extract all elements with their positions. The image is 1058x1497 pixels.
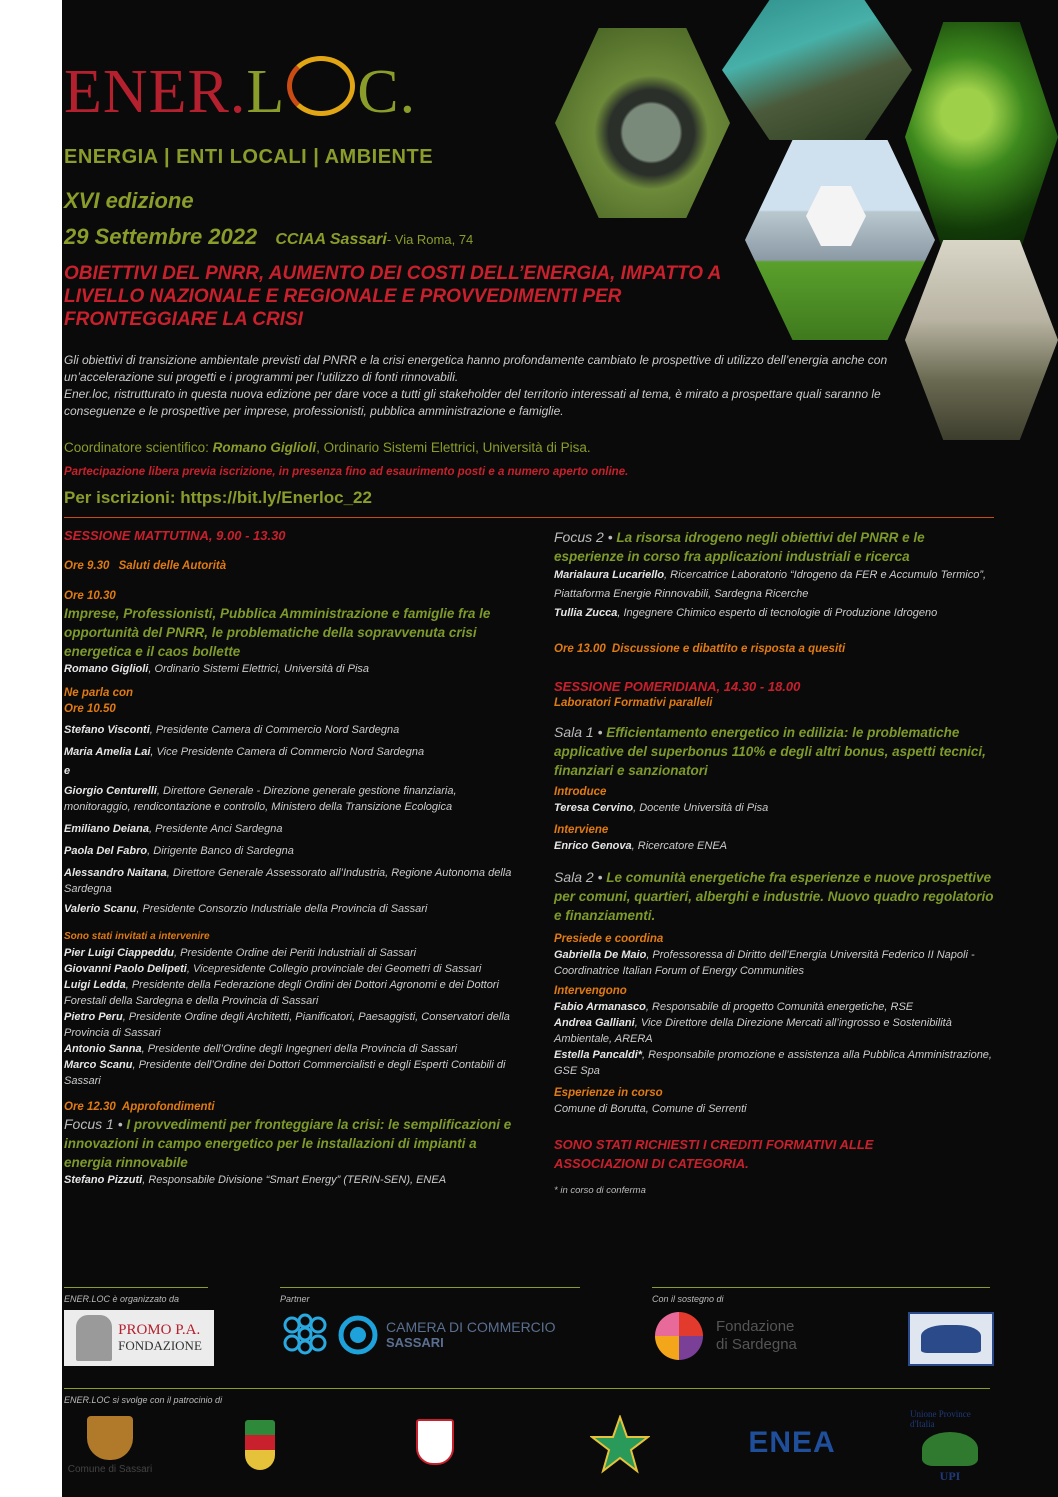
event-date: 29 Settembre 2022 <box>64 224 258 249</box>
provincia-logo <box>230 1412 290 1478</box>
association-seal-logo <box>908 1312 994 1366</box>
speaker: Estella Pancaldi*, Responsabile promozione e assistenza alla Pubblica Amministrazione, GSE Spa <box>554 1049 992 1077</box>
speakers-list-2 <box>64 783 514 917</box>
focus-2: Focus 2 • La risorsa idrogeno negli obiettivi del PNRR e le esperienze in corso fra applicazioni industriali e ricerca <box>554 529 925 564</box>
tree-icon <box>922 1432 978 1466</box>
speaker: Valerio Scanu, Presidente Consorzio Industriale della Provincia di Sassari <box>64 903 428 915</box>
statue-icon <box>76 1315 112 1361</box>
camera-commercio-icon <box>338 1315 378 1355</box>
fondazione-sardegna-logo: Fondazione di Sardegna <box>652 1306 822 1366</box>
speaker: Alessandro Naitana, Direttore Generale Assessorato all’Industria, Regione Autonoma della Sardegna <box>64 867 512 895</box>
speaker: Pier Luigi Ciappeddu, Presidente Ordine dei Periti Industriali di Sassari <box>64 947 417 959</box>
partner-knot-logo <box>275 1312 335 1358</box>
divider <box>64 517 994 518</box>
sala-1: Sala 1 • Efficientamento energetico in edilizia: le problematiche applicative del superbonus 110% e degli altri bonus, aspetti tecnici, finanziari e sanzionatori <box>554 724 986 778</box>
agenda-1300: Ore 13.00 Discussione e dibattito e risposta a quesiti <box>554 643 846 655</box>
speaker: Fabio Armanasco, Responsabile di progetto Comunità energetiche, RSE <box>554 1001 914 1013</box>
tagline: ENERGIA | ENTI LOCALI | AMBIENTE <box>64 146 434 168</box>
coat-of-arms-icon <box>87 1416 133 1460</box>
seal-icon <box>921 1325 981 1353</box>
star-logo <box>580 1410 660 1480</box>
experiences: Comune di Borutta, Comune di Serrenti <box>554 1103 747 1115</box>
speaker: Pietro Peru, Presidente Ordine degli Architetti, Pianificatori, Paesaggisti, Conservatori della Provincia di Sassari <box>64 1011 510 1039</box>
speaker: Marialaura Lucariello, Ricercatrice Laboratorio “Idrogeno da FER e Accumulo Termico”, Piattaforma Energie Rinnovabili, Sardegna Ricerche <box>554 569 987 600</box>
speaker: Enrico Genova, Ricercatore ENEA <box>554 840 728 852</box>
speaker: Giorgio Centurelli, Direttore Generale - Direzione generale gestione finanziaria, monitoraggio, rendicontazione e controllo, Ministero della Transizione Ecologica <box>64 785 457 813</box>
event-date-line <box>64 224 473 250</box>
upi-logo: Unione Province d'Italia UPI <box>910 1408 990 1484</box>
sala-2: Sala 2 • Le comunità energetiche fra esperienze e nuove prospettive per comuni, quartieri, alberghi e industrie. Nuovo quadro regolatorio e finanziamenti. <box>554 869 994 923</box>
patronage-label: ENER.LOC si svolge con il patrocinio di <box>64 1395 223 1405</box>
footer-rule <box>64 1287 208 1288</box>
registration-link[interactable]: Per iscrizioni: https://bit.ly/Enerloc_22 <box>64 488 372 507</box>
coordinator: Coordinatore scientifico: Romano Giglioli, Ordinario Sistemi Elettrici, Università di Pisa. <box>64 440 591 455</box>
crest-icon <box>245 1420 275 1470</box>
agenda-1030-title: Imprese, Professionisti, Pubblica Amministrazione e famiglie fra le opportunità del PNRR, le problematiche della sopravvenuta crisi energetica e il caos bollette <box>64 606 491 659</box>
speaker: Gabriella De Maio, Professoressa di Diritto dell’Energia Università Federico II Napoli - Coordinatrice Italian Forum of Energy Communities <box>554 949 975 977</box>
focus-1: Focus 1 • I provvedimenti per fronteggiare la crisi: le semplificazioni e innovazioni in campo energetico per le installazioni di impianti a energia rinnovabile <box>64 1116 512 1170</box>
enerloc-logo: ENER.L C. <box>64 58 417 126</box>
regione-sardegna-logo <box>400 1410 470 1474</box>
partner-label: Partner <box>280 1294 310 1304</box>
intro-text: Gli obiettivi di transizione ambientale previsti dal PNRR e la crisi energetica hanno profondamente cambiato le prospettive di utilizzo dell’energia anche con un’accelerazione sui progetti e i programmi per l’utilizzo di fonti rinnovabili. Ener.loc, ristrutturato in questa nuova edizione per dare voce a tutti gli stakeholder del territorio interessati al tema, è mirato a prospettare quali saranno le conseguenze e le prospettive per imprese, professionisti, pubblica amministrazione e famiglie. <box>64 353 888 418</box>
swirl-icon <box>287 56 355 116</box>
star-icon <box>590 1415 650 1475</box>
participation-note: Partecipazione libera previa iscrizione, in presenza fino ad esaurimento posti e a numero aperto online. <box>64 466 629 478</box>
speaker: Romano Giglioli, Ordinario Sistemi Elettrici, Università di Pisa <box>64 663 370 675</box>
speaker: Teresa Cervino, Docente Università di Pisa <box>554 802 769 814</box>
speaker: Antonio Sanna, Presidente dell’Ordine degli Ingegneri della Provincia di Sassari <box>64 1043 458 1055</box>
regione-crest-icon <box>416 1419 454 1465</box>
footer-rule <box>280 1287 580 1288</box>
speaker: Paola Del Fabro, Dirigente Banco di Sardegna <box>64 845 294 857</box>
promo-pa-logo: PROMO P.A. FONDAZIONE <box>64 1310 214 1366</box>
program-left-column: SESSIONE MATTUTINA, 9.00 - 13.30 Ore 9.30 Saluti delle Autorità Ore 10.30 Imprese, Professionisti, Pubblica Amministrazione e famiglie fra le opportunità del PNRR, le problematiche della sopravvenuta crisi energetica e il caos bollette Romano Giglioli, Ordinario Sistemi Elettrici, Università di Pisa Ne parla con Ore 10.50 Stefano Visconti, Presidente Camera di Commercio Nord Sardegna Maria Amelia Lai, Vice Presidente Camera di Commercio Nord Sardegna e Giorgio Centurelli, Direttore Generale - Direzione generale gestione finanziaria, monitoraggio, rendicontazione e controllo, Ministero della Transizione Ecologica Emiliano Deiana, Presidente Anci Sardegna Paola Del Fabro, Dirigente Banco di Sardegna Alessandro Naitana, Direttore Generale Assessorato all’Industria, Regione Autonoma della Sardegna Valerio Scanu, Presidente Consorzio Industriale della Provincia di Sassari Sono stati invitati a intervenire Pier Luigi Ciappeddu, Presidente Ordine dei Periti Industriali di Sassari Giovanni Paolo Delipeti, Vicepresidente Collegio provinciale dei Geometri di Sassari Luigi Ledda, Presidente della Federazione degli Ordini dei Dottori Agronomi e dei Dottori Forestali della Sardegna e della Provincia di Sassari Pietro Peru, Presidente Ordine degli Architetti, Pianificatori, Paesaggisti, Conservatori della Provincia di Sassari Antonio Sanna, Presidente dell’Ordine degli Ingegneri della Provincia di Sassari Marco Scanu, Presidente dell’Ordine dei Dottori Commercialisti e degli Esperti Contabili di Sassari Ore 12.30 Approfondimenti Focus 1 • I provvedimenti per fronteggiare la crisi: le semplificazioni e innovazioni in campo energetico per le installazioni di impianti a energia rinnovabile Stefano Pizzuti, Responsabile Divisione “Smart Energy” (TERIN-SEN), ENEA <box>64 528 514 1188</box>
agenda-1230: Ore 12.30 Approfondimenti <box>64 1101 215 1113</box>
speaker: Stefano Pizzuti, Responsabile Divisione “Smart Energy” (TERIN-SEN), ENEA <box>64 1174 447 1186</box>
speaker: Giovanni Paolo Delipeti, Vicepresidente Collegio provinciale dei Geometri di Sassari <box>64 963 482 975</box>
program-right-column: Focus 2 • La risorsa idrogeno negli obiettivi del PNRR e le esperienze in corso fra applicazioni industriali e ricerca Marialaura Lucariello, Ricercatrice Laboratorio “Idrogeno da FER e Accumulo Termico”, Piattaforma Energie Rinnovabili, Sardegna Ricerche Tullia Zucca, Ingegnere Chimico esperto di tecnologie di Produzione Idrogeno Ore 13.00 Discussione e dibattito e risposta a quesiti SESSIONE POMERIDIANA, 14.30 - 18.00 Laboratori Formativi paralleli Sala 1 • Efficientamento energetico in edilizia: le problematiche applicative del superbonus 110% e degli altri bonus, aspetti tecnici, finanziari e sanzionatori Introduce Teresa Cervino, Docente Università di Pisa Interviene Enrico Genova, Ricercatore ENEA Sala 2 • Le comunità energetiche fra esperienze e nuove prospettive per comuni, quartieri, alberghi e industrie. Nuovo quadro regolatorio e finanziamenti. Presiede e coordina Gabriella De Maio, Professoressa di Diritto dell’Energia Università Federico II Napoli - Coordinatrice Italian Forum of Energy Communities Intervengono Fabio Armanasco, Responsabile di progetto Comunità energetiche, RSE Andrea Galliani, Vice Direttore della Direzione Mercati all’ingrosso e Sostenibilità Ambientale, ARERA Estella Pancaldi*, Responsabile promozione e assistenza alla Pubblica Amministrazione, GSE Spa Esperienze in corso Comune di Borutta, Comune di Serrenti SONO STATI RICHIESTI I CREDITI FORMATIVI ALLE ASSOCIAZIONI DI CATEGORIA. * in corso di conferma <box>554 528 994 1199</box>
comune-sassari-logo: Comune di Sassari <box>64 1410 156 1480</box>
speaker: Stefano Visconti, Presidente Camera di Commercio Nord Sardegna <box>64 724 400 736</box>
footer-rule <box>652 1287 990 1288</box>
speaker: Maria Amelia Lai, Vice Presidente Camera di Commercio Nord Sardegna <box>64 746 425 758</box>
fondazione-pie-icon <box>652 1309 706 1363</box>
invited-list <box>64 945 514 1089</box>
speaker: Andrea Galliani, Vice Direttore della Direzione Mercati all’ingrosso e Sostenibilità Ambientale, ARERA <box>554 1017 952 1045</box>
speaker: Luigi Ledda, Presidente della Federazione degli Ordini dei Dottori Agronomi e dei Dottori Forestali della Sardegna e della Provincia di Sassari <box>64 979 499 1007</box>
address: - Via Roma, 74 <box>386 232 474 247</box>
credits-note: SONO STATI RICHIESTI I CREDITI FORMATIVI ALLE ASSOCIAZIONI DI CATEGORIA. <box>554 1137 874 1171</box>
camera-commercio-logo: CAMERA DI COMMERCIO SASSARI <box>338 1312 578 1358</box>
agenda-930: Ore 9.30 Saluti delle Autorità <box>64 560 227 572</box>
venue: CCIAA Sassari <box>275 231 387 248</box>
knot-icon <box>278 1313 332 1357</box>
speakers-list <box>64 719 514 763</box>
edition: XVI edizione <box>64 188 194 213</box>
afternoon-session: SESSIONE POMERIDIANA, 14.30 - 18.00 <box>554 679 801 694</box>
headline: OBIETTIVI DEL PNRR, AUMENTO DEI COSTI DELL’ENERGIA, IMPATTO A LIVELLO NAZIONALE E REGIONALE E PROVVEDIMENTI PER FRONTEGGIARE LA CRISI <box>64 263 721 330</box>
support-label: Con il sostegno di <box>652 1294 724 1304</box>
speaker: Marco Scanu, Presidente dell’Ordine dei Dottori Commercialisti e degli Esperti Contabili di Sassari <box>64 1059 506 1087</box>
footer-rule <box>64 1388 990 1389</box>
enea-logo: ENEA <box>748 1426 836 1459</box>
organizer-label: ENER.LOC è organizzato da <box>64 1294 180 1304</box>
footnote: * in corso di conferma <box>554 1185 646 1196</box>
morning-session: SESSIONE MATTUTINA, 9.00 - 13.30 <box>64 528 286 543</box>
speaker: Emiliano Deiana, Presidente Anci Sardegna <box>64 823 283 835</box>
speaker: Tullia Zucca, Ingegnere Chimico esperto di tecnologie di Produzione Idrogeno <box>554 607 938 619</box>
